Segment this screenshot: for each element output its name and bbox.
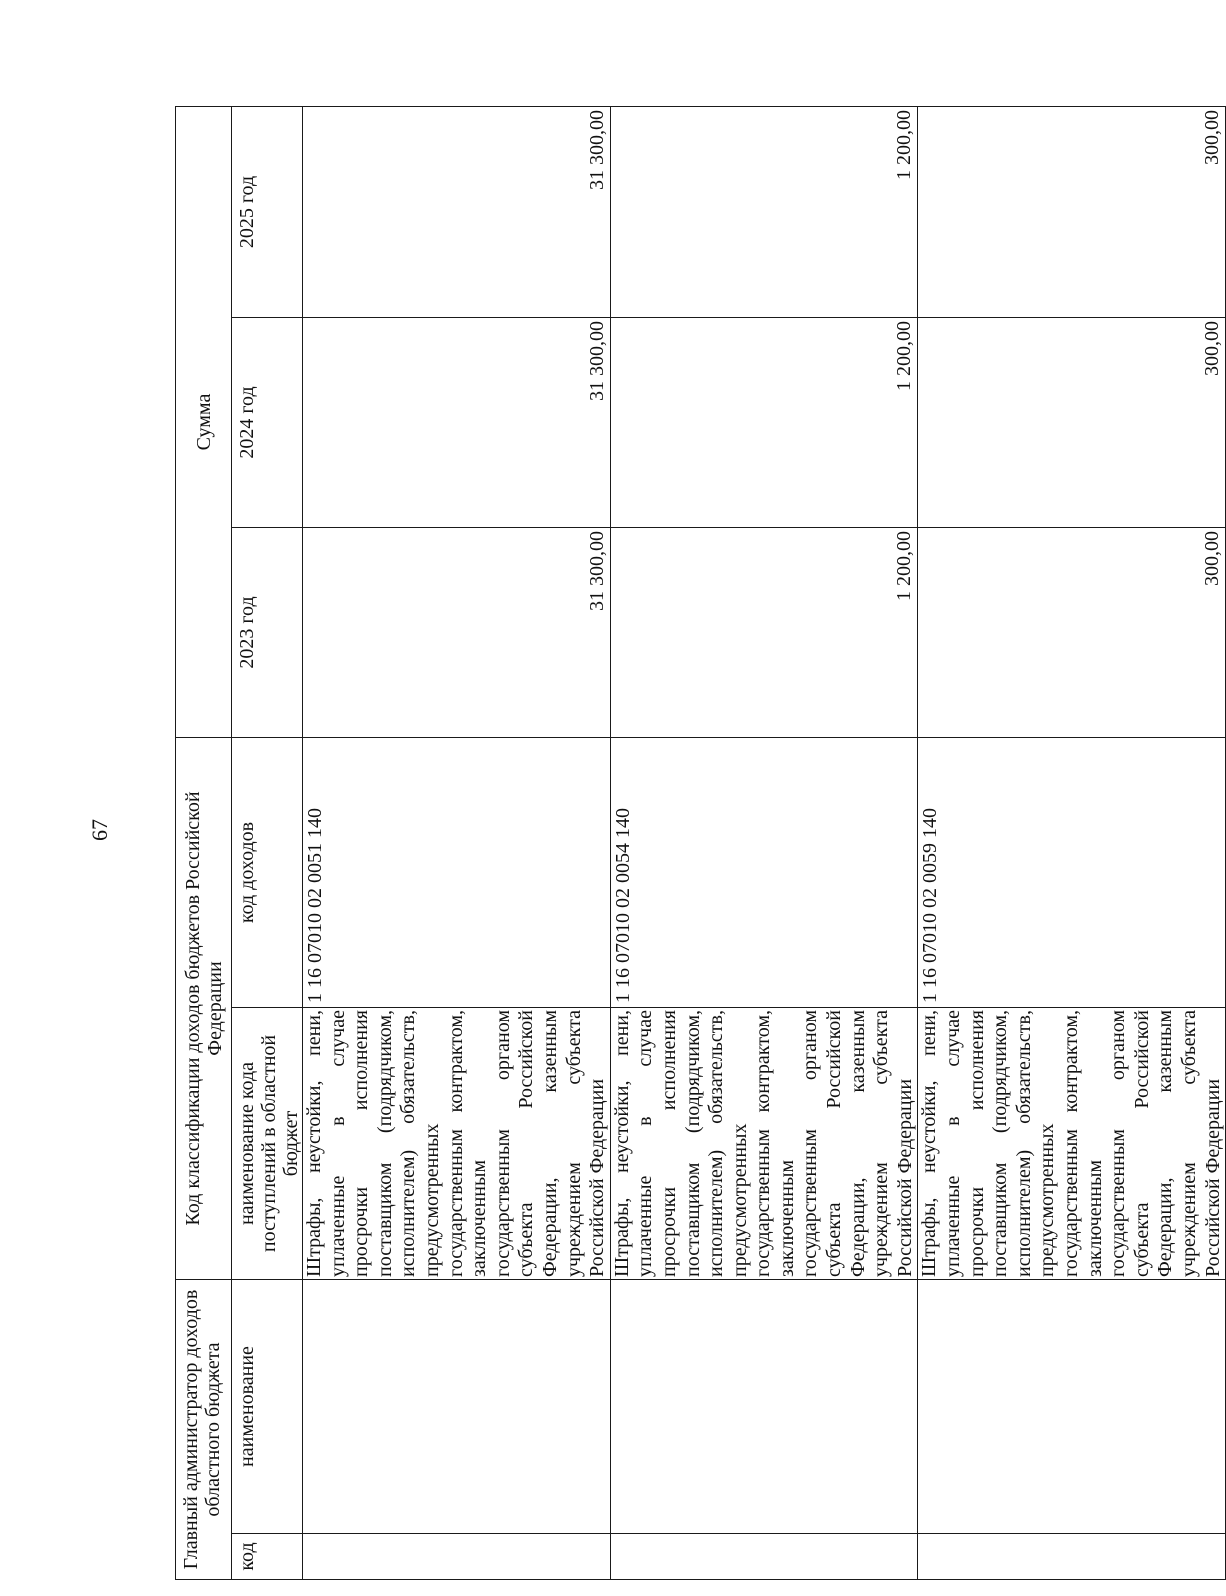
table-row [918,106,1226,1579]
table-row [610,106,918,1579]
amount-2023-cell: 31 300,00 [303,528,611,738]
header-row-sub [232,106,303,1579]
admin-code-cell [918,1534,1226,1580]
header-admin-code: код [232,1534,303,1580]
amount-2025-cell: 1 200,00 [610,106,918,317]
header-income-code: код доходов [232,738,303,1008]
amount-2024-cell: 1 200,00 [610,318,918,528]
amount-2023-cell: 1 200,00 [610,528,918,738]
header-year-2024: 2024 год [232,318,303,528]
rotated-table-content [175,107,1224,1580]
income-name-cell: Штрафы, неустойки, пени, уплаченные в случае просрочки исполнения поставщиком (подрядчиком, исполнителем) обязательств, предусмотренных государственным контрактом, заключенным государственным органом субъекта Российской Федерации, казенным учреждением субъекта Российской Федерации [918,1008,1226,1280]
page-number: 67 [87,819,112,841]
admin-code-cell [610,1534,918,1580]
table-row [303,106,611,1579]
income-name-cell: Штрафы, неустойки, пени, уплаченные в случае просрочки исполнения поставщиком (подрядчиком, исполнителем) обязательств, предусмотренных государственным контрактом, заключенным государственным органом субъекта Российской Федерации, казенным учреждением субъекта Российской Федерации [303,1008,611,1280]
amount-2024-cell: 300,00 [918,318,1226,528]
admin-code-cell [303,1534,611,1580]
amount-2024-cell: 31 300,00 [303,318,611,528]
header-classification-group: Код классификации доходов бюджетов Российской Федерации [176,738,232,1280]
header-income-name: наименование кода поступлений в областной бюджет [232,1008,303,1280]
income-name-cell: Штрафы, неустойки, пени, уплаченные в случае просрочки исполнения поставщиком (подрядчиком, исполнителем) обязательств, предусмотренных государственным контрактом, заключенным государственным органом субъекта Российской Федерации, казенным учреждением субъекта Российской Федерации [610,1008,918,1280]
admin-name-cell [610,1280,918,1534]
header-admin-group: Главный администратор доходов областного бюджета [176,1280,232,1580]
header-sum-group: Сумма [176,106,232,737]
amount-2025-cell: 31 300,00 [303,106,611,317]
header-year-2025: 2025 год [232,106,303,317]
header-admin-name: наименование [232,1280,303,1534]
amount-2025-cell: 300,00 [918,106,1226,317]
income-code-cell: 1 16 07010 02 0051 140 [303,738,611,1008]
header-year-2023: 2023 год [232,528,303,738]
income-code-cell: 1 16 07010 02 0059 140 [918,738,1226,1008]
income-code-cell: 1 16 07010 02 0054 140 [610,738,918,1008]
income-table [175,106,1226,1580]
amount-2023-cell: 300,00 [918,528,1226,738]
admin-name-cell [918,1280,1226,1534]
admin-name-cell [303,1280,611,1534]
header-row-top [176,106,232,1579]
rotated-table-frame [175,107,1224,1580]
